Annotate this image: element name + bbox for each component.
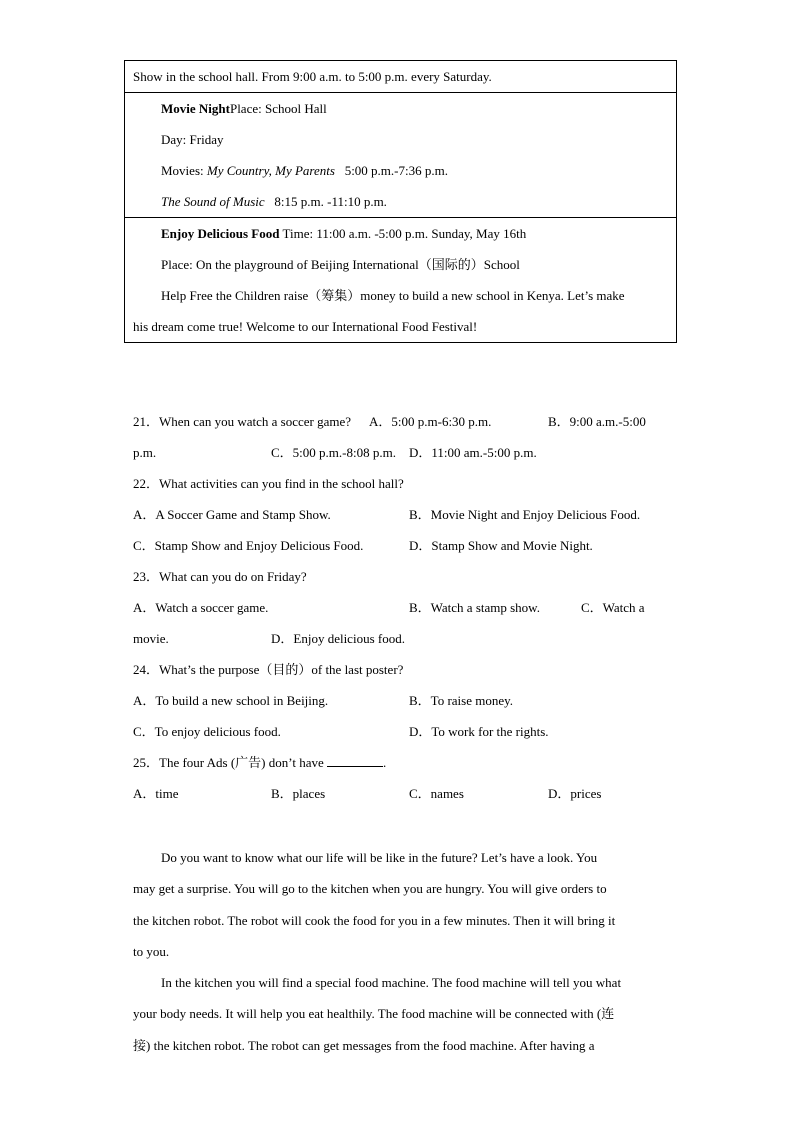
question-21-option-b-cont: p.m. bbox=[133, 445, 157, 460]
question-25-text bbox=[133, 747, 386, 778]
question-25-option-c: C．names bbox=[409, 786, 464, 801]
question-21-option-a: A．5:00 p.m-6:30 p.m. bbox=[369, 414, 492, 429]
food-cell bbox=[125, 217, 676, 342]
food-place: Place: On the playground of Beijing International（国际的）School bbox=[161, 257, 520, 272]
questions-block bbox=[133, 406, 673, 809]
question-23-stem bbox=[133, 561, 673, 592]
question-24-stem bbox=[133, 654, 673, 685]
passage-line: 接) the kitchen robot. The robot can get messages from the food machine. After having a bbox=[133, 1037, 595, 1053]
movie-night-heading bbox=[125, 93, 676, 124]
movie-1-title: My Country, My Parents bbox=[206, 163, 335, 178]
reading-passage bbox=[133, 842, 663, 1061]
question-22-options-cd bbox=[133, 530, 673, 561]
question-23-options-abc bbox=[133, 592, 673, 623]
question-25-text-post: . bbox=[383, 755, 387, 770]
question-24-option-a: A．To build a new school in Beijing. bbox=[133, 693, 329, 708]
question-22-option-d: D．Stamp Show and Movie Night. bbox=[409, 538, 593, 553]
movie-night-place: Place: School Hall bbox=[229, 101, 327, 116]
passage-line: Do you want to know what our life will be like in the future? Let’s have a look. You bbox=[161, 850, 598, 865]
movie-night-movies-line bbox=[125, 155, 676, 186]
question-25-option-a: A．time bbox=[133, 786, 179, 801]
question-21-option-d: D．11:00 am.-5:00 p.m. bbox=[409, 445, 537, 460]
movie-night-day: Day: Friday bbox=[161, 132, 224, 147]
movie-night-title: Movie Night bbox=[161, 101, 230, 116]
question-22-option-a: A．A Soccer Game and Stamp Show. bbox=[133, 507, 331, 522]
question-21-option-c: C．5:00 p.m.-8:08 p.m. bbox=[271, 445, 396, 460]
question-24-options-ab bbox=[133, 685, 673, 716]
question-23-option-a: A．Watch a soccer game. bbox=[133, 600, 269, 615]
question-25-options bbox=[133, 778, 673, 809]
movie-night-movie-2-line bbox=[125, 186, 676, 217]
question-24-text: 24．What’s the purpose（目的）of the last poster? bbox=[133, 662, 404, 677]
movie-2-time: 8:15 p.m. -11:10 p.m. bbox=[264, 194, 387, 209]
question-22-option-c: C．Stamp Show and Enjoy Delicious Food. bbox=[133, 538, 364, 553]
food-description-1: Help Free the Children raise（筹集）money to build a new school in Kenya. Let’s make bbox=[161, 288, 625, 303]
question-23-text: 23．What can you do on Friday? bbox=[133, 569, 307, 584]
question-21-options bbox=[133, 437, 673, 468]
passage-line: the kitchen robot. The robot will cook the food for you in a few minutes. Then it will bring it bbox=[133, 912, 616, 928]
question-25-option-b: B．places bbox=[271, 786, 326, 801]
question-23-option-b: B．Watch a stamp show. bbox=[409, 600, 540, 615]
food-description-2: his dream come true! Welcome to our International Food Festival! bbox=[133, 319, 478, 334]
passage-line: your body needs. It will help you eat healthily. The food machine will be connected with (连 bbox=[133, 1006, 615, 1022]
question-23-option-c-cont: movie. bbox=[133, 631, 169, 646]
question-23-option-d: D．Enjoy delicious food. bbox=[271, 631, 405, 646]
question-25-stem bbox=[133, 747, 673, 778]
stamp-show-line: Show in the school hall. From 9:00 a.m. to 5:00 p.m. every Saturday. bbox=[133, 69, 492, 84]
passage-line: to you. bbox=[133, 943, 170, 959]
passage-line: In the kitchen you will find a special food machine. The food machine will tell you what bbox=[161, 975, 622, 991]
question-22-option-b: B．Movie Night and Enjoy Delicious Food. bbox=[409, 507, 641, 522]
food-heading bbox=[125, 218, 676, 249]
poster-table bbox=[124, 60, 677, 343]
food-title: Enjoy Delicious Food bbox=[161, 226, 280, 241]
movies-label: Movies: bbox=[161, 163, 207, 178]
question-21-option-b: B．9:00 a.m.-5:00 bbox=[548, 414, 646, 429]
answer-blank bbox=[327, 752, 383, 767]
question-24-option-d: D．To work for the rights. bbox=[409, 724, 549, 739]
question-24-option-c: C．To enjoy delicious food. bbox=[133, 724, 281, 739]
passage-line: may get a surprise. You will go to the kitchen when you are hungry. You will give orders to bbox=[133, 881, 607, 897]
question-21-stem bbox=[133, 406, 673, 437]
movie-1-time: 5:00 p.m.-7:36 p.m. bbox=[334, 163, 448, 178]
question-25-option-d: D．prices bbox=[548, 786, 602, 801]
question-23-options-d bbox=[133, 623, 673, 654]
question-24-options-cd bbox=[133, 716, 673, 747]
question-21-text: 21．When can you watch a soccer game? bbox=[133, 414, 352, 429]
question-24-option-b: B．To raise money. bbox=[409, 693, 514, 708]
movie-night-cell bbox=[125, 92, 676, 217]
question-22-text: 22．What activities can you find in the school hall? bbox=[133, 476, 404, 491]
food-time: Time: 11:00 a.m. -5:00 p.m. Sunday, May 16th bbox=[279, 226, 527, 241]
movie-2-title: The Sound of Music bbox=[161, 194, 265, 209]
question-22-stem bbox=[133, 468, 673, 499]
question-22-options-ab bbox=[133, 499, 673, 530]
stamp-show-cell bbox=[125, 61, 676, 92]
question-25-text-pre: 25．The four Ads (广告) don’t have bbox=[133, 755, 328, 770]
question-23-option-c: C．Watch a bbox=[581, 600, 645, 615]
